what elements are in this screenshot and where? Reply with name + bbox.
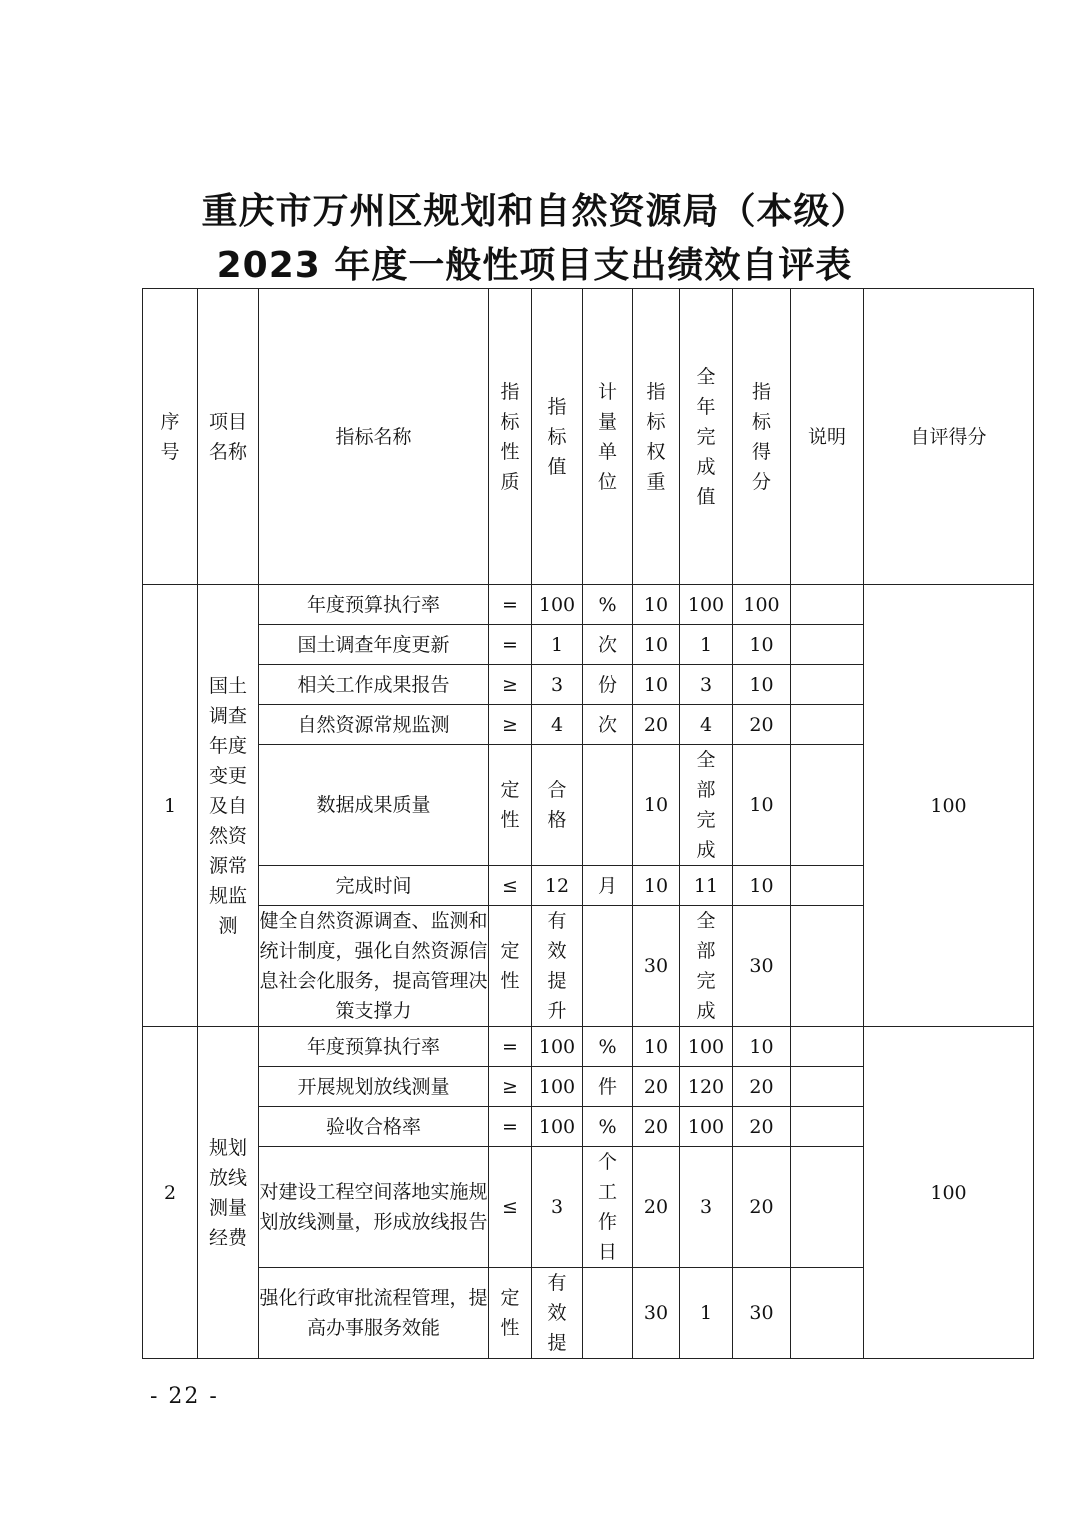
indicator-note: [791, 745, 864, 866]
indicator-note: [791, 1027, 864, 1067]
header-indicator-name: 指标名称: [259, 289, 489, 585]
indicator-weight: 20: [633, 1107, 680, 1147]
indicator-name: 对建设工程空间落地实施规划放线测量，形成放线报告: [259, 1147, 489, 1268]
indicator-actual: 120: [680, 1067, 733, 1107]
header-actual: 全年完成值: [680, 289, 733, 585]
indicator-note: [791, 585, 864, 625]
indicator-unit: 次: [583, 625, 633, 665]
indicator-actual: 全部完成: [680, 745, 733, 866]
indicator-name: 开展规划放线测量: [259, 1067, 489, 1107]
indicator-score: 20: [733, 1067, 791, 1107]
indicator-name: 健全自然资源调查、监测和统计制度，强化自然资源信息社会化服务，提高管理决策支撑力: [259, 906, 489, 1027]
indicator-actual: 4: [680, 705, 733, 745]
indicator-note: [791, 1268, 864, 1359]
indicator-weight: 10: [633, 866, 680, 906]
indicator-nature: 定性: [489, 745, 532, 866]
indicator-actual: 1: [680, 625, 733, 665]
indicator-nature: =: [489, 1107, 532, 1147]
header-self-score: 自评得分: [864, 289, 1034, 585]
indicator-value: 有效提升: [532, 906, 583, 1027]
project-name: 国土调查年度变更及自然资源常规监测: [198, 585, 259, 1027]
indicator-name: 年度预算执行率: [259, 1027, 489, 1067]
document-title-line2: 2023 年度一般性项目支出绩效自评表: [216, 245, 853, 286]
project-self-score: 100: [864, 1027, 1034, 1359]
indicator-unit: %: [583, 585, 633, 625]
header-unit: 计量单位: [583, 289, 633, 585]
indicator-name: 相关工作成果报告: [259, 665, 489, 705]
indicator-actual: 100: [680, 1027, 733, 1067]
header-row: [143, 289, 1034, 585]
indicator-name: 强化行政审批流程管理，提高办事服务效能: [259, 1268, 489, 1359]
indicator-unit: [583, 1268, 633, 1359]
header-weight: 指标权重: [633, 289, 680, 585]
indicator-score: 20: [733, 1107, 791, 1147]
document-title-line1: 重庆市万州区规划和自然资源局（本级）: [201, 191, 868, 232]
indicator-actual: 100: [680, 585, 733, 625]
indicator-nature: 定性: [489, 906, 532, 1027]
indicator-unit: %: [583, 1107, 633, 1147]
indicator-weight: 20: [633, 705, 680, 745]
indicator-unit: 月: [583, 866, 633, 906]
indicator-note: [791, 705, 864, 745]
header-score: 指标得分: [733, 289, 791, 585]
indicator-note: [791, 1067, 864, 1107]
indicator-score: 30: [733, 906, 791, 1027]
indicator-score: 10: [733, 665, 791, 705]
indicator-name: 验收合格率: [259, 1107, 489, 1147]
indicator-nature: =: [489, 625, 532, 665]
indicator-nature: ≥: [489, 1067, 532, 1107]
indicator-unit: 件: [583, 1067, 633, 1107]
indicator-score: 10: [733, 866, 791, 906]
project-seq: 2: [143, 1027, 198, 1359]
indicator-score: 10: [733, 745, 791, 866]
indicator-value: 3: [532, 665, 583, 705]
table-row: [143, 1027, 1034, 1067]
indicator-note: [791, 906, 864, 1027]
indicator-unit: [583, 745, 633, 866]
performance-table: [142, 288, 1034, 1359]
page-number: - 22 -: [150, 1384, 219, 1409]
indicator-name: 自然资源常规监测: [259, 705, 489, 745]
indicator-nature: ≤: [489, 866, 532, 906]
indicator-actual: 全部完成: [680, 906, 733, 1027]
header-nature: 指标性质: [489, 289, 532, 585]
indicator-actual: 11: [680, 866, 733, 906]
indicator-weight: 30: [633, 906, 680, 1027]
indicator-actual: 3: [680, 1147, 733, 1268]
indicator-weight: 10: [633, 625, 680, 665]
indicator-unit: 份: [583, 665, 633, 705]
indicator-note: [791, 866, 864, 906]
indicator-value: 3: [532, 1147, 583, 1268]
indicator-value: 12: [532, 866, 583, 906]
indicator-actual: 100: [680, 1107, 733, 1147]
indicator-score: 10: [733, 625, 791, 665]
header-note: 说明: [791, 289, 864, 585]
indicator-name: 数据成果质量: [259, 745, 489, 866]
indicator-value: 4: [532, 705, 583, 745]
indicator-nature: =: [489, 1027, 532, 1067]
header-value: 指标值: [532, 289, 583, 585]
indicator-weight: 20: [633, 1067, 680, 1107]
indicator-score: 10: [733, 1027, 791, 1067]
indicator-note: [791, 665, 864, 705]
project-seq: 1: [143, 585, 198, 1027]
indicator-value: 100: [532, 1107, 583, 1147]
indicator-weight: 30: [633, 1268, 680, 1359]
indicator-value: 100: [532, 585, 583, 625]
indicator-note: [791, 625, 864, 665]
table-row: [143, 585, 1034, 625]
indicator-actual: 3: [680, 665, 733, 705]
indicator-note: [791, 1107, 864, 1147]
indicator-nature: ≥: [489, 705, 532, 745]
indicator-value: 100: [532, 1067, 583, 1107]
project-name: 规划放线测量经费: [198, 1027, 259, 1359]
indicator-weight: 10: [633, 745, 680, 866]
indicator-value: 有效提: [532, 1268, 583, 1359]
indicator-name: 年度预算执行率: [259, 585, 489, 625]
indicator-score: 100: [733, 585, 791, 625]
indicator-nature: =: [489, 585, 532, 625]
indicator-name: 完成时间: [259, 866, 489, 906]
indicator-name: 国土调查年度更新: [259, 625, 489, 665]
indicator-score: 20: [733, 1147, 791, 1268]
indicator-value: 1: [532, 625, 583, 665]
indicator-weight: 10: [633, 665, 680, 705]
header-project: 项目名称: [198, 289, 259, 585]
indicator-unit: 个工作日: [583, 1147, 633, 1268]
indicator-score: 30: [733, 1268, 791, 1359]
indicator-value: 合格: [532, 745, 583, 866]
indicator-unit: 次: [583, 705, 633, 745]
indicator-score: 20: [733, 705, 791, 745]
indicator-unit: [583, 906, 633, 1027]
indicator-note: [791, 1147, 864, 1268]
indicator-actual: 1: [680, 1268, 733, 1359]
indicator-value: 100: [532, 1027, 583, 1067]
indicator-weight: 10: [633, 1027, 680, 1067]
project-self-score: 100: [864, 585, 1034, 1027]
indicator-nature: 定性: [489, 1268, 532, 1359]
indicator-weight: 20: [633, 1147, 680, 1268]
indicator-nature: ≥: [489, 665, 532, 705]
header-seq: 序号: [143, 289, 198, 585]
indicator-weight: 10: [633, 585, 680, 625]
indicator-unit: %: [583, 1027, 633, 1067]
indicator-nature: ≤: [489, 1147, 532, 1268]
